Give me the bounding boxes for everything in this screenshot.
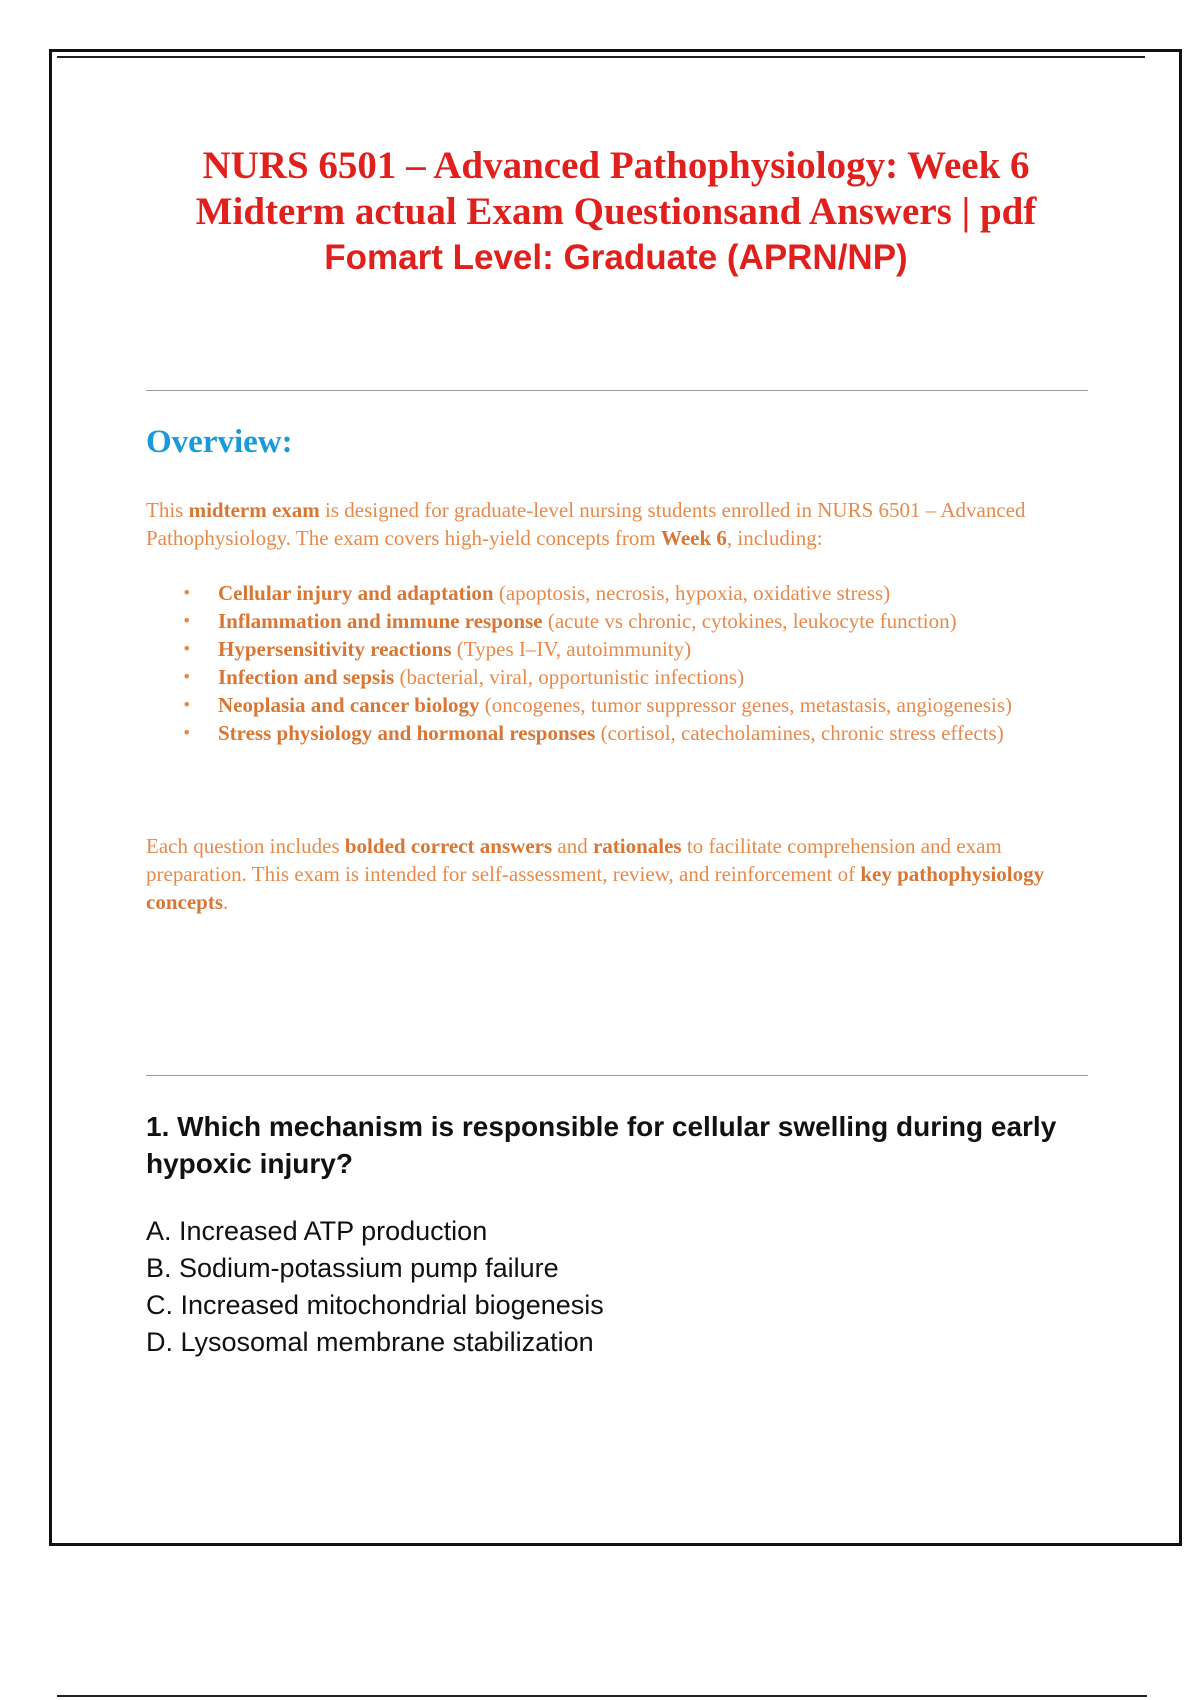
answer-option-d: D. Lysosomal membrane stabilization: [146, 1327, 594, 1357]
title-line-2: Midterm actual Exam Questionsand Answers | pdf: [195, 190, 1037, 233]
closing-bold: bolded correct answers: [344, 834, 553, 858]
closing-text: and: [552, 834, 593, 858]
intro-bold: midterm exam: [188, 498, 320, 522]
topic-title: Inflammation and immune response: [218, 609, 543, 633]
list-item: [146, 691, 1091, 719]
topic-title: Neoplasia and cancer biology: [218, 693, 480, 717]
topic-detail: (cortisol, catecholamines, chronic stress effects): [595, 721, 1004, 745]
topic-detail: (acute vs chronic, cytokines, leukocyte function): [542, 609, 957, 633]
bullet-icon: •: [182, 723, 192, 742]
closing-text: to facilitate comprehension and exam preparation. This exam is intended for self-assessment, review, and reinforcement of: [146, 834, 1002, 886]
closing-text: Each question includes: [146, 834, 345, 858]
topic-title: Hypersensitivity reactions: [218, 637, 452, 661]
question-prompt: 1. Which mechanism is responsible for cellular swelling during early hypoxic injury?: [146, 1111, 1057, 1179]
answer-option-a: A. Increased ATP production: [146, 1216, 488, 1246]
topic-detail: (oncogenes, tumor suppressor genes, metastasis, angiogenesis): [479, 693, 1013, 717]
bullet-icon: •: [182, 695, 192, 714]
closing-text: .: [223, 890, 229, 914]
list-item: [146, 635, 1091, 663]
answer-option-c: C. Increased mitochondrial biogenesis: [146, 1290, 604, 1320]
section-divider: [146, 1075, 1088, 1076]
topic-list: [146, 579, 1091, 747]
topic-title: Infection and sepsis: [218, 665, 395, 689]
title-line-1: NURS 6501 – Advanced Pathophysiology: Week 6: [202, 144, 1030, 187]
answer-options: [146, 1213, 604, 1361]
list-item: [146, 719, 1091, 747]
intro-text: This: [146, 498, 189, 522]
closing-bold: key pathophysiology concepts: [146, 862, 1045, 914]
bottom-rule: [57, 1695, 1147, 1697]
topic-detail: (Types I–IV, autoimmunity): [451, 637, 692, 661]
section-divider: [146, 390, 1088, 391]
intro-bold: Week 6: [660, 526, 727, 550]
bullet-icon: •: [182, 639, 192, 658]
answer-option-b: B. Sodium-potassium pump failure: [146, 1253, 559, 1283]
topic-detail: (apoptosis, necrosis, hypoxia, oxidative stress): [493, 581, 891, 605]
topic-title: Cellular injury and adaptation: [218, 581, 494, 605]
list-item: [146, 663, 1091, 691]
overview-heading: Overview:: [146, 424, 293, 460]
bullet-icon: •: [182, 583, 192, 602]
top-rule: [57, 56, 1145, 58]
intro-text: , including:: [726, 526, 823, 550]
intro-text: is designed for graduate-level nursing students enrolled in NURS 6501 – Advanced Pathophysiology. The exam covers high-yield concepts from: [146, 498, 1026, 550]
overview-intro: [146, 496, 1091, 552]
list-item: [146, 579, 1091, 607]
bullet-icon: •: [182, 667, 192, 686]
closing-bold: rationales: [592, 834, 682, 858]
topic-title: Stress physiology and hormonal responses: [218, 721, 596, 745]
title-line-3: Fomart Level: Graduate (APRN/NP): [324, 238, 908, 277]
overview-closing: [146, 832, 1091, 916]
topic-detail: (bacterial, viral, opportunistic infections): [394, 665, 745, 689]
bullet-icon: •: [182, 611, 192, 630]
list-item: [146, 607, 1091, 635]
document-title: [60, 143, 1172, 281]
